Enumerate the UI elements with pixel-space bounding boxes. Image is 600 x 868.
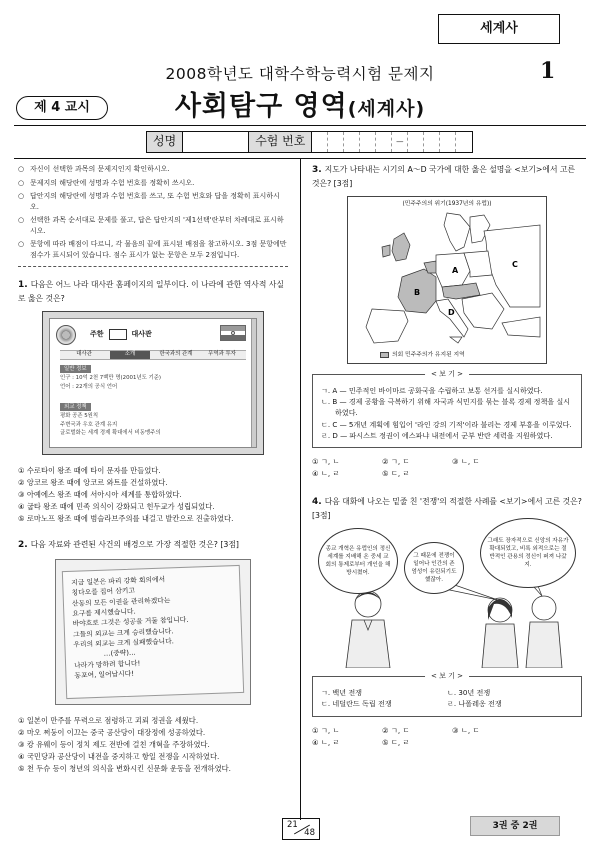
question-3-bogi [312,370,582,448]
exam-number-cell[interactable] [360,132,376,152]
question-3-options [312,456,522,480]
bogi-item: ㄷ. 네덜란드 독립 전쟁 [321,699,392,709]
question-text: 지도가 나타내는 시기의 A～D 국가에 대한 옳은 설명을 <보기>에서 고른 것은? [3점] [312,165,576,188]
question-2-options [18,715,288,775]
answer-option[interactable]: ⑤ 로마노프 왕조 때에 범슬라브주의를 내걸고 발칸으로 진출하였다. [18,514,234,524]
speech-bubble-middle: 그 때문에 전쟁이 일어나 인간의 존엄성이 유린되기도 했잖아. [404,542,464,594]
bogi-item: ㄷ. C — 5개년 계획에 힘입어 '라인 강의 기적'이라 불리는 경제 부흥을 이루었다. [321,419,572,429]
right-column [312,164,582,749]
exam-title: 2008학년도 대학수학능력시험 문제지 [165,65,435,83]
answer-option[interactable]: ① 수로타이 왕조 때에 타이 문자를 만들었다. [18,466,161,476]
national-emblem-icon [56,325,76,345]
nav-item: 대사관 [76,351,92,358]
page-counter [282,818,320,840]
answer-option[interactable]: ② ㄱ, ㄷ [382,457,410,467]
europe-1937-map [347,196,547,364]
bullet-icon: ○ [18,178,25,187]
speech-bubble-right: 그래도 장자적으로 신앙의 자유가 확대되었고, 비록 외적으로는 절반적인 관용의 정신이 퍼져 나갔지. [480,518,576,588]
foreign-policy-section: 외교 정책 평화 공존 5원칙 주변국과 우호 관계 유지 글로벌화는 세계 경제 확대에서 비동맹주의 [60,404,161,437]
exam-number-dash: — [392,132,408,152]
answer-option[interactable]: ① 일본이 만주를 무력으로 점령하고 괴뢰 정권을 세웠다. [18,716,199,726]
manifesto-figure [55,559,251,705]
embassy-webpage-figure [42,311,264,455]
bullet-icon: ○ [18,216,25,224]
exam-number-cell[interactable] [376,132,392,152]
answer-option[interactable]: ④ ㄴ, ㄹ [312,469,340,479]
legend-swatch [380,352,389,358]
section-heading: 일반 정보 [60,365,91,373]
instructions-separator [18,266,288,267]
bogi-title: < 보 기 > [425,369,469,380]
subject-tab: 세계사 [438,14,560,44]
exam-number-cell[interactable] [344,132,360,152]
page-total: 48 [304,827,315,838]
answer-option[interactable]: ③ ㄴ, ㄷ [452,725,480,735]
question-4-bogi [312,672,582,716]
instructions-list [18,164,288,260]
question-number: 4. [312,497,322,508]
question-text: 다음 자료와 관련된 사건의 배경으로 가장 적절한 것은? [3점] [30,540,239,550]
period-badge: 제 4 교시 [16,96,108,120]
nav-item: 무역과 투자 [208,351,236,358]
bullet-icon: ○ [18,192,25,200]
section-heading: 외교 정책 [60,403,91,411]
bogi-item: ㄴ. 30년 전쟁 [447,688,491,698]
map-label-d: D [448,308,455,318]
scrollbar [251,319,256,447]
instruction-item: ○ 답안지의 해당란에 성명과 수험 번호를 쓰고, 또 수험 번호와 답을 정확히 표시하시오. [18,192,280,211]
answer-option[interactable]: ⑤ 천 두슈 등이 청년의 의식을 변화시킨 신문화 운동을 전개하였다. [18,764,232,774]
exam-number-cell[interactable] [424,132,440,152]
instruction-item: ○ 선택한 과목 순서대로 문제를 풀고, 답은 답안지의 '제1선택'란부터 차례대로 표시하시오. [18,216,284,235]
speech-bubble-left: 종교 개혁은 유럽인의 정신 세계를 지배해 온 중세 교회의 통제로부터 개인을 해방시켰어. [318,528,398,594]
header-rule [14,125,586,126]
webpage-content [49,318,257,448]
answer-option[interactable]: ② 마오 쩌둥이 이끄는 중국 공산당이 대장정에 성공하였다. [18,728,206,738]
question-text: 다음 대화에 나오는 밑줄 친 '전쟁'의 적절한 사례를 <보기>에서 고른 것은? [3점] [312,497,582,521]
left-column [18,164,288,775]
question-number: 2. [18,540,28,551]
nav-item: 한국과의 관계 [159,351,193,358]
answer-option[interactable]: ② ㄱ, ㄷ [382,725,410,735]
question-4-options [312,725,522,749]
question-3 [312,164,582,190]
map-label-b: B [414,288,421,298]
blank-box [109,329,127,340]
question-text: 다음은 어느 나라 대사관 홈페이지의 일부이다. 이 나라에 관한 역사적 사실로 옳은 것은? [18,280,284,303]
exam-number-cell[interactable] [440,132,456,152]
general-info-section: 일반 정보 인구 : 10억 2천 7백만 명(2001년도 기준) 언어 : 22개의 공식 언어 [60,366,162,390]
answer-option[interactable]: ④ ㄴ, ㄹ [312,737,340,747]
area-title [0,88,600,126]
bullet-icon: ○ [18,165,25,173]
bogi-grid [321,687,573,709]
bogi-item: ㄱ. A — 민주적인 바이마르 공화국을 수립하고 보통 선거를 실시하였다. [321,386,543,396]
answer-option[interactable]: ① ㄱ, ㄴ [312,725,340,735]
column-divider [300,158,301,820]
bogi-item: ㄴ. B — 경제 공황을 극복하기 위해 자국과 식민지를 묶는 블록 경제 정책을 실시하였다. [321,397,571,418]
answer-option[interactable]: ⑤ ㄷ, ㄹ [382,469,410,479]
name-label: 성명 [147,132,183,152]
area-title-sub: (세계사) [347,98,426,120]
national-flag-icon [220,325,246,341]
answer-option[interactable]: ③ 캉 유웨이 등이 정치 제도 전반에 걸친 개혁을 주장하였다. [18,740,210,750]
webpage-nav [60,350,246,360]
bogi-item: ㄹ. 나폴레옹 전쟁 [447,699,502,709]
manifesto-paper: 지금 일본은 파리 강화 회의에서 칭다오를 집어 삼키고 산동의 모든 이권을 관리하겠다는 요구를 제시했습니다. 바야흐로 그것은 성공을 거둘 참입니다. 그들의 외교는 크게 승리했습니다. 우리의 외교는 크게 실패했습니다. …(중략)… 나라가 망하려 합니다! 동포여, 일어납시다! [62,565,244,699]
candidate-id-row [146,131,473,153]
page-number: 1 [540,58,556,84]
exam-number-cell[interactable] [408,132,424,152]
map-legend: 의회 민주주의가 유지된 지역 [378,351,467,359]
exam-number-field[interactable] [312,132,472,152]
exam-number-cell[interactable] [456,132,472,152]
question-1-options [18,465,288,525]
instruction-item: ○ 자신이 선택한 과목의 문제지인지 확인하시오. [18,165,170,173]
exam-number-cell[interactable] [312,132,328,152]
exam-number-cell[interactable] [328,132,344,152]
answer-option[interactable]: ① ㄱ, ㄴ [312,457,340,467]
answer-option[interactable]: ④ 굽타 왕조 때에 민족 의식이 강화되고 힌두교가 성립되었다. [18,502,215,512]
exam-number-label: 수험 번호 [249,132,312,152]
nav-item-active: 소개 [110,351,150,359]
book-badge: 3권 중 2권 [470,816,560,836]
map-caption: (민주주의의 위기(1937년의 유럽)) [402,201,492,208]
name-field[interactable] [183,132,249,152]
answer-option[interactable]: ④ 국민당과 공산당이 내전을 중지하고 항일 전쟁을 시작하였다. [18,752,220,762]
answer-option[interactable]: ③ 아예에스 왕조 때에 서아시아 세계를 통합하였다. [18,490,182,500]
bullet-icon: ○ [18,240,25,248]
question-2 [18,539,288,553]
question-4 [312,496,582,522]
question-1 [18,279,288,305]
dialogue-illustration [312,528,582,668]
answer-option[interactable]: ③ ㄴ, ㄷ [452,457,480,467]
bogi-title: < 보 기 > [425,671,469,682]
answer-option[interactable]: ② 앙코르 왕조 때에 앙코르 와트를 건설하였다. [18,478,168,488]
instruction-item: ○ 문제지의 해당란에 성명과 수험 번호를 정확히 쓰시오. [18,178,195,187]
europe-map-graphic [352,211,542,351]
map-label-a: A [452,266,459,276]
answer-option[interactable]: ⑤ ㄷ, ㄹ [382,737,410,747]
page-current: 21 [287,820,298,830]
question-number: 1. [18,280,28,290]
area-title-main: 사회탐구 영역 [174,91,348,122]
bogi-item: ㄱ. 백년 전쟁 [321,688,363,698]
instruction-item: ○ 문항에 따라 배점이 다르니, 각 물음의 끝에 표시된 배점을 참고하시오. 3점 문항에만 점수가 표시되어 있습니다. 점수 표시가 없는 문항은 모두 2점입니다. [18,240,287,259]
bogi-item: ㄹ. D — 파시스트 정권이 에스파냐 내전에서 군부 반란 세력을 지원하였다. [321,430,553,440]
webpage-title: 주한 대사관 [90,329,152,340]
question-number: 3. [312,165,322,175]
map-label-c: C [512,260,518,270]
